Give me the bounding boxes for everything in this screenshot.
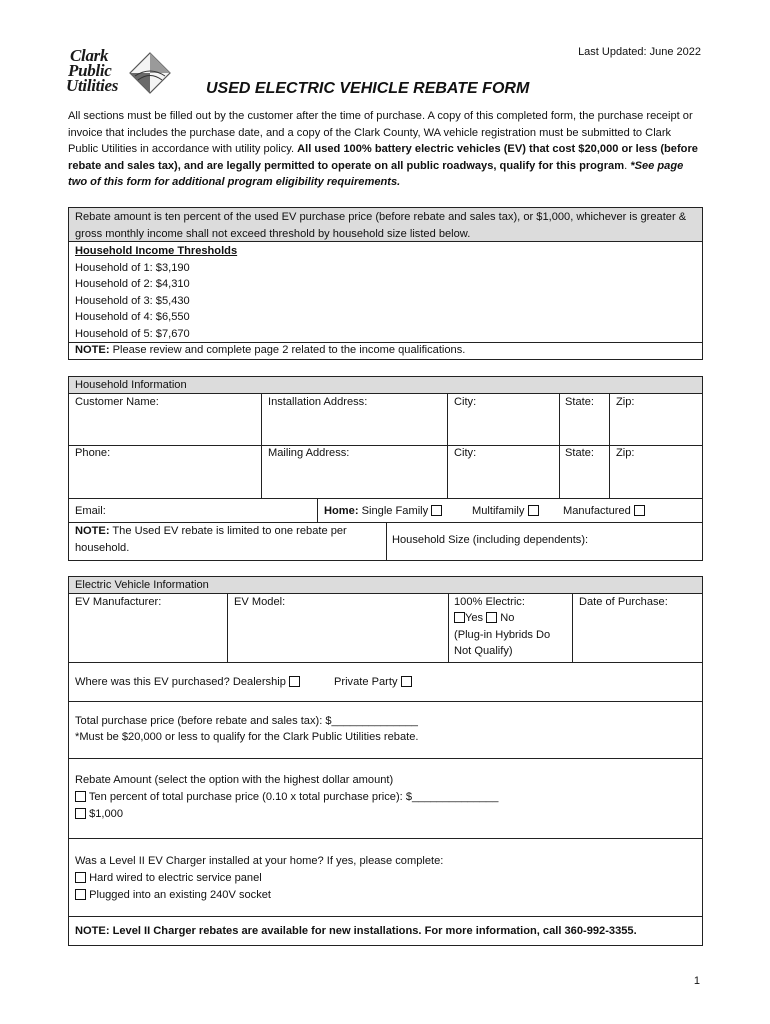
flat-rebate-option: $1,000 xyxy=(75,806,123,823)
rebate-amount-header: Rebate amount is ten percent of the used EV purchase price (before rebate and sales tax), or $1,000, whichever is greater & gross monthly income shall not exceed threshold by household size listed below. xyxy=(69,208,702,242)
customer-name-field[interactable]: Customer Name: xyxy=(75,396,159,408)
income-thresholds-title: Household Income Thresholds xyxy=(75,245,238,257)
threshold-household-2: Household of 2: $4,310 xyxy=(75,278,190,290)
plugged-option: Plugged into an existing 240V socket xyxy=(75,887,271,904)
threshold-household-1: Household of 1: $3,190 xyxy=(75,262,190,274)
hybrid-note-1: (Plug-in Hybrids Do xyxy=(454,629,551,641)
total-purchase-price-field[interactable]: Total purchase price (before rebate and sales tax): $______________ xyxy=(75,715,418,727)
price-requirement-note: *Must be $20,000 or less to qualify for the Clark Public Utilities rebate. xyxy=(75,731,419,743)
private-party-option: Private Party xyxy=(334,674,412,691)
installation-state-field[interactable]: State: xyxy=(565,396,594,408)
hard-wired-option: Hard wired to electric service panel xyxy=(75,870,262,887)
logo-line-2: Public xyxy=(68,61,112,80)
household-size-field[interactable]: Household Size (including dependents): xyxy=(392,534,589,546)
dealership-checkbox[interactable] xyxy=(289,676,300,687)
last-updated: Last Updated: June 2022 xyxy=(578,46,701,58)
plugged-checkbox[interactable] xyxy=(75,889,86,900)
logo-diamond-icon xyxy=(129,52,171,94)
electric-yes-no: Yes No xyxy=(454,610,514,627)
ten-percent-option: Ten percent of total purchase price (0.10 x total purchase price): $______________ xyxy=(75,789,498,806)
threshold-household-4: Household of 4: $6,550 xyxy=(75,311,190,323)
multifamily-option: Multifamily xyxy=(472,503,539,520)
electric-no-checkbox[interactable] xyxy=(486,612,497,623)
rebate-threshold-box xyxy=(68,207,703,360)
household-rebate-note: NOTE: The Used EV rebate is limited to one rebate per household. xyxy=(75,525,347,554)
page-number: 1 xyxy=(693,975,700,987)
household-section-title: Household Information xyxy=(69,377,702,394)
threshold-household-3: Household of 3: $5,430 xyxy=(75,295,190,307)
page-title: USED ELECTRIC VEHICLE REBATE FORM xyxy=(206,80,530,97)
threshold-household-5: Household of 5: $7,670 xyxy=(75,328,190,340)
flat-rebate-checkbox[interactable] xyxy=(75,808,86,819)
mailing-state-field[interactable]: State: xyxy=(565,447,594,459)
phone-field[interactable]: Phone: xyxy=(75,447,111,459)
fully-electric-label: 100% Electric: xyxy=(454,596,525,608)
private-party-checkbox[interactable] xyxy=(401,676,412,687)
electric-yes-checkbox[interactable] xyxy=(454,612,465,623)
purchase-location: Where was this EV purchased? Dealership xyxy=(75,674,300,691)
logo-line-3: Utilities xyxy=(66,76,119,95)
income-note: NOTE: Please review and complete page 2 related to the income qualifications. xyxy=(75,344,466,356)
rebate-amount-label: Rebate Amount (select the option with the highest dollar amount) xyxy=(75,774,394,786)
mailing-zip-field[interactable]: Zip: xyxy=(616,447,635,459)
single-family-checkbox[interactable] xyxy=(431,505,442,516)
intro-see-page-two: *See page two of this form for additional program eligibility requirements. xyxy=(68,159,684,189)
charger-rebate-note: NOTE: Level II Charger rebates are available for new installations. For more information, call 360-992-3355. xyxy=(75,925,637,937)
mailing-city-field[interactable]: City: xyxy=(454,447,477,459)
logo-line-1: Clark xyxy=(70,46,109,65)
ev-section-title: Electric Vehicle Information xyxy=(69,577,702,594)
installation-address-field[interactable]: Installation Address: xyxy=(268,396,368,408)
installation-city-field[interactable]: City: xyxy=(454,396,477,408)
ev-manufacturer-field[interactable]: EV Manufacturer: xyxy=(75,596,162,608)
date-of-purchase-field[interactable]: Date of Purchase: xyxy=(579,596,668,608)
hybrid-note-2: Not Qualify) xyxy=(454,645,513,657)
intro-paragraph xyxy=(68,108,704,191)
hard-wired-checkbox[interactable] xyxy=(75,872,86,883)
charger-question: Was a Level II EV Charger installed at your home? If yes, please complete: xyxy=(75,855,444,867)
email-field[interactable]: Email: xyxy=(75,505,106,517)
mailing-address-field[interactable]: Mailing Address: xyxy=(268,447,350,459)
ev-model-field[interactable]: EV Model: xyxy=(234,596,286,608)
installation-zip-field[interactable]: Zip: xyxy=(616,396,635,408)
ten-percent-checkbox[interactable] xyxy=(75,791,86,802)
manufactured-checkbox[interactable] xyxy=(634,505,645,516)
ev-information-box xyxy=(68,576,703,946)
household-information-box xyxy=(68,376,703,561)
multifamily-checkbox[interactable] xyxy=(528,505,539,516)
manufactured-option: Manufactured xyxy=(563,503,645,520)
clark-public-utilities-logo xyxy=(66,48,178,106)
intro-text-1: All sections must be filled out by the customer after the time of purchase. A copy of this completed form, the purchase receipt or invoice that includes the purchase date, and a copy of the Clark County, WA vehicle registration must be submitted to Clark Public Utilities in accordance with utility policy. xyxy=(68,110,693,156)
home-type-options: Home: Single Family xyxy=(324,503,442,520)
intro-text-3: . xyxy=(624,159,631,172)
intro-eligibility: All used 100% battery electric vehicles (EV) that cost $20,000 or less (before rebate and sales tax), and are legally permitted to operate on all public roadways, qualify for this program xyxy=(68,143,698,172)
